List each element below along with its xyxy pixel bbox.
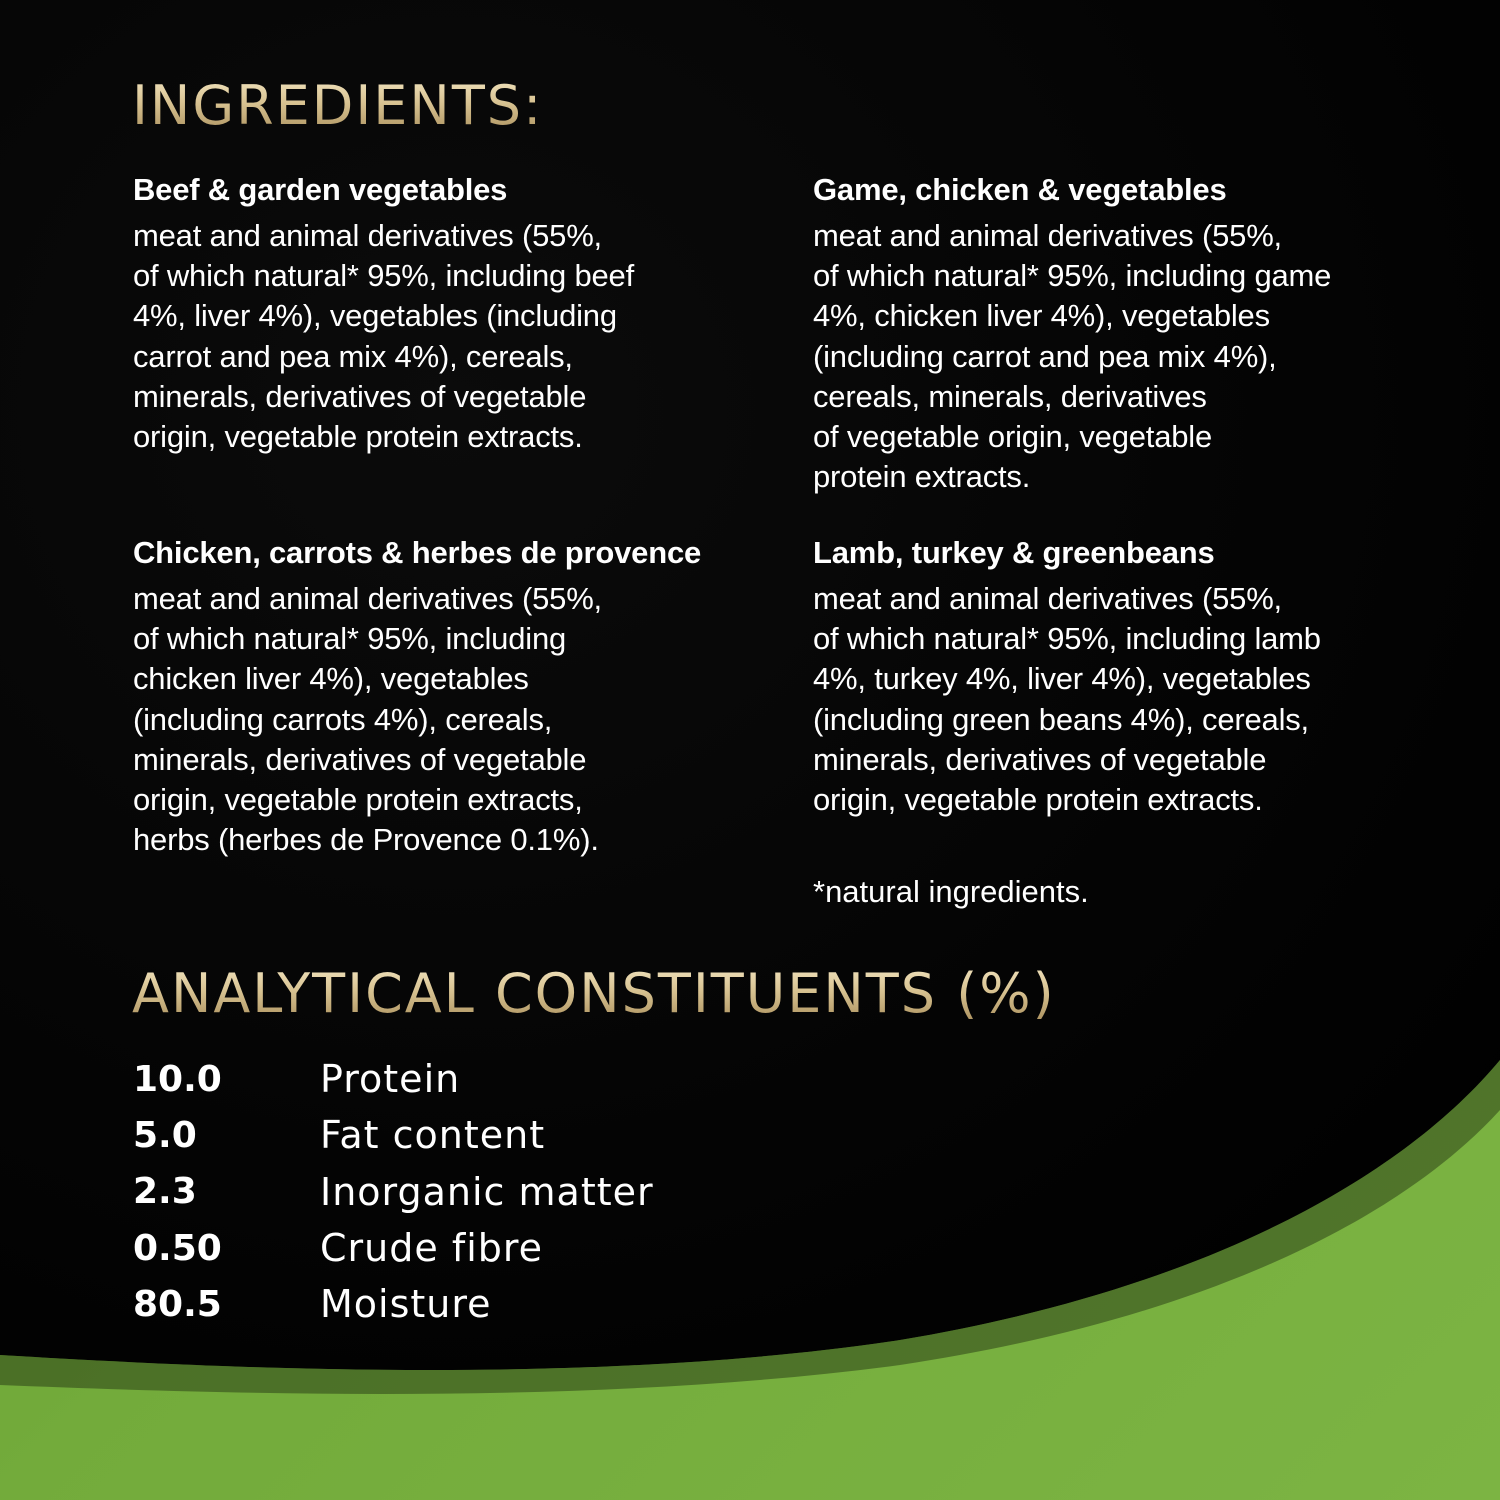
recipe-lamb-turkey xyxy=(813,533,1473,820)
constituent-value: 5.0 xyxy=(133,1114,197,1156)
list-item xyxy=(133,1220,654,1276)
ingredients-heading: INGREDIENTS: xyxy=(132,74,544,137)
constituent-label: Protein xyxy=(320,1057,461,1102)
list-item xyxy=(133,1107,654,1163)
constituent-value: 10.0 xyxy=(133,1058,222,1100)
analytical-constituents-heading: ANALYTICAL CONSTITUENTS (%) xyxy=(132,962,1056,1025)
constituent-label: Crude fibre xyxy=(320,1226,544,1271)
constituent-label: Inorganic matter xyxy=(320,1169,654,1214)
natural-ingredients-footnote: *natural ingredients. xyxy=(813,874,1089,909)
recipe-title: Chicken, carrots & herbes de provence xyxy=(133,535,702,570)
recipe-ingredients-text: meat and animal derivatives (55%, of which natural* 95%, including beef 4%, liver 4%), vegetables (including carrot and pea mix 4%), cereals, minerals, derivatives of vegetable origin, vegetable protein extracts. xyxy=(133,218,634,455)
recipe-title: Lamb, turkey & greenbeans xyxy=(813,535,1215,570)
recipe-ingredients-text: meat and animal derivatives (55%, of which natural* 95%, including chicken liver 4%), vegetables (including carrots 4%), cereals, minerals, derivatives of vegetable origin, vegetable protein extracts, herbs (herbes de Provence 0.1%). xyxy=(133,581,602,858)
list-item xyxy=(133,1051,654,1107)
recipe-chicken-carrots xyxy=(133,533,783,860)
constituents-list xyxy=(133,1051,654,1332)
list-item xyxy=(133,1276,654,1332)
recipe-ingredients-text: meat and animal derivatives (55%, of which natural* 95%, including game 4%, chicken liver 4%), vegetables (including carrot and pea mix 4%), cereals, minerals, derivatives of vegetable origin, vegetable protein extracts. xyxy=(813,218,1332,495)
constituent-value: 80.5 xyxy=(133,1283,222,1325)
recipe-beef xyxy=(133,170,783,457)
constituent-value: 2.3 xyxy=(133,1171,197,1213)
list-item xyxy=(133,1164,654,1220)
recipe-title: Beef & garden vegetables xyxy=(133,172,508,207)
constituent-value: 0.50 xyxy=(133,1227,222,1269)
constituent-label: Fat content xyxy=(320,1113,546,1158)
constituent-label: Moisture xyxy=(320,1282,492,1327)
recipe-game-chicken xyxy=(813,170,1473,497)
recipe-ingredients-text: meat and animal derivatives (55%, of which natural* 95%, including lamb 4%, turkey 4%, liver 4%), vegetables (including green beans 4%), cereals, minerals, derivatives of vegetable origin, vegetable protein extracts. xyxy=(813,581,1321,818)
recipe-title: Game, chicken & vegetables xyxy=(813,172,1227,207)
